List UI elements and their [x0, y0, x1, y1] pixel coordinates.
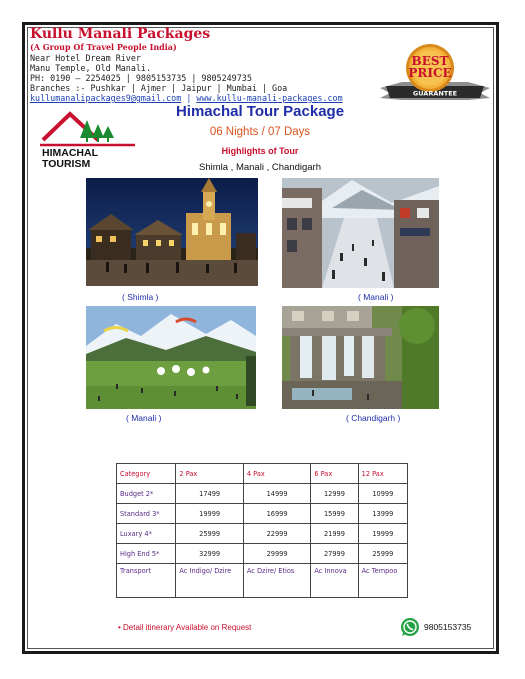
whatsapp-icon — [400, 617, 420, 637]
link-separator: | — [186, 93, 192, 103]
tour-route: Shimla , Manali , Chandigarh — [199, 162, 321, 173]
manali-meadow-photo — [86, 306, 256, 409]
email-link[interactable]: kullumanalipackages9@gmail.com — [30, 93, 182, 103]
table-row — [117, 544, 408, 564]
best-price-badge — [380, 44, 490, 104]
price-cell: 32999 — [176, 544, 243, 564]
price-cell: 17499 — [176, 484, 243, 504]
transport-cell: Ac Innova — [311, 564, 358, 598]
logo-line-1: HIMACHAL — [42, 147, 98, 159]
himachal-tourism-logo — [40, 110, 135, 168]
transport-row — [117, 564, 408, 598]
branches-line: Branches :- Pushkar | Ajmer | Jaipur | Mumbai | Goa — [30, 83, 288, 93]
transport-cell: Ac Tempoo — [358, 564, 407, 598]
price-cell: 22999 — [243, 524, 310, 544]
logo-line-2: TOURISM — [42, 158, 91, 168]
company-tagline: (A Group Of Travel People India) — [30, 42, 177, 52]
footer-phone: 9805153735 — [424, 622, 472, 632]
caption-shimla: ( Shimla ) — [122, 292, 159, 302]
price-cell: 19999 — [176, 504, 243, 524]
price-cell: 25999 — [176, 524, 243, 544]
caption-manali-1: ( Manali ) — [358, 292, 394, 302]
badge-line-1: BEST — [411, 54, 449, 68]
table-row — [117, 504, 408, 524]
price-cell: 16999 — [243, 504, 310, 524]
transport-cell: Ac Dzire/ Etios — [243, 564, 310, 598]
badge-ribbon-text: GUARANTEE — [412, 89, 458, 98]
price-cell: 21999 — [311, 524, 358, 544]
address-line-2: Manu Temple, Old Manali. — [30, 63, 152, 73]
category-cell: Luxary 4* — [117, 524, 176, 544]
transport-cell: Ac Indigo/ Dzire — [176, 564, 243, 598]
website-link[interactable]: www.kullu-manali-packages.com — [196, 93, 343, 103]
caption-manali-2: ( Manali ) — [126, 413, 162, 423]
shimla-photo — [86, 178, 258, 286]
price-cell: 27999 — [311, 544, 358, 564]
package-title: Himachal Tour Package — [175, 103, 345, 120]
price-table — [116, 463, 408, 598]
itinerary-note: • Detail itinerary Available on Request — [118, 623, 252, 632]
header-cell: 12 Pax — [358, 464, 407, 484]
chandigarh-photo — [282, 306, 439, 409]
category-cell: Budget 2* — [117, 484, 176, 504]
category-cell: High End 5* — [117, 544, 176, 564]
header-cell: Category — [117, 464, 176, 484]
price-cell: 12999 — [311, 484, 358, 504]
price-cell: 10999 — [358, 484, 407, 504]
price-cell: 29999 — [243, 544, 310, 564]
manali-mall-photo — [282, 178, 439, 288]
package-duration: 06 Nights / 07 Days — [209, 126, 311, 138]
price-cell: 19999 — [358, 524, 407, 544]
category-cell: Standard 3* — [117, 504, 176, 524]
table-row — [117, 524, 408, 544]
price-cell: 25999 — [358, 544, 407, 564]
contact-links — [30, 93, 343, 103]
phone-line: PH: 0190 – 2254025 | 9805153735 | 9805249735 — [30, 73, 252, 83]
price-cell: 14999 — [243, 484, 310, 504]
category-cell: Transport — [117, 564, 176, 598]
highlights-label: Highlights of Tour — [221, 146, 299, 156]
header-cell: 4 Pax — [243, 464, 310, 484]
price-cell: 13999 — [358, 504, 407, 524]
header-cell: 2 Pax — [176, 464, 243, 484]
table-row — [117, 484, 408, 504]
price-cell: 15999 — [311, 504, 358, 524]
caption-chandigarh: ( Chandigarh ) — [346, 413, 401, 423]
company-name: Kullu Manali Packages — [30, 26, 211, 42]
address-line-1: Near Hotel Dream River — [30, 53, 141, 63]
table-header-row — [117, 464, 408, 484]
badge-line-2: PRICE — [408, 66, 452, 80]
header-cell: 6 Pax — [311, 464, 358, 484]
